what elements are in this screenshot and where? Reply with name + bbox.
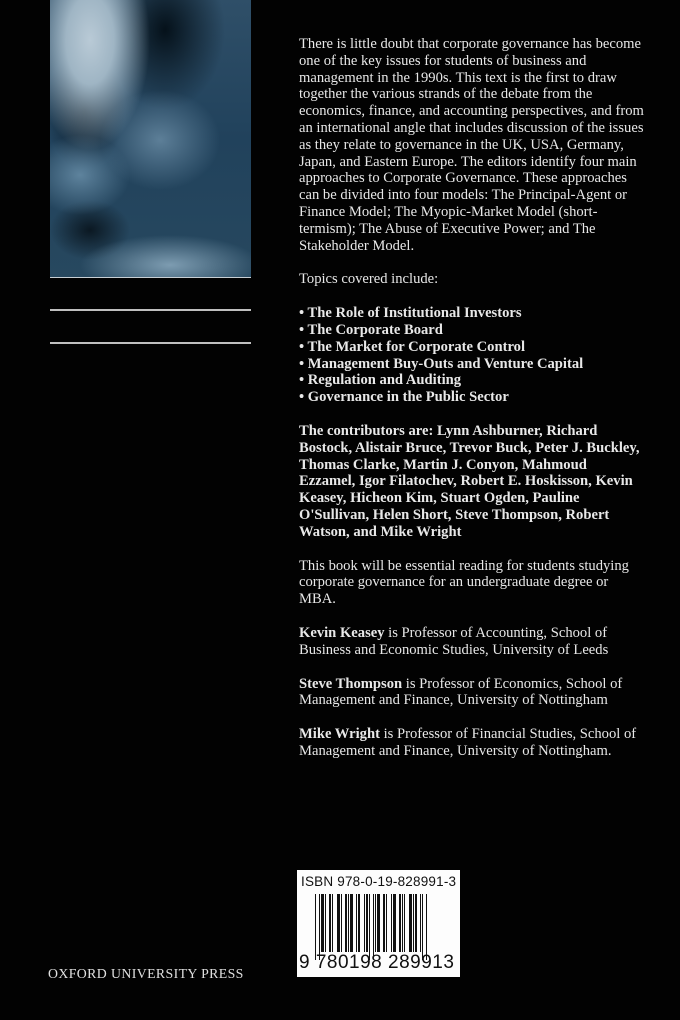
- editor-name: Mike Wright: [299, 726, 380, 743]
- editor-name: Steve Thompson: [299, 675, 403, 692]
- editor-bio: [299, 676, 644, 710]
- topic-item: • Management Buy-Outs and Venture Capital: [299, 356, 644, 373]
- isbn-label: ISBN 978-0-19-828991-3: [301, 874, 457, 889]
- topic-item: • Regulation and Auditing: [299, 372, 644, 389]
- editor-description: is Professor of Financial Studies, School of Management and Finance, University of Nottingham.: [299, 726, 637, 759]
- contributors-list: The contributors are: Lynn Ashburner, Richard Bostock, Alistair Bruce, Trevor Buck, Peter J. Buckley, Thomas Clarke, Martin J. Conyon, Mahmoud Ezzamel, Igor Filatochev, Robert E. Hoskisson, Kevin Keasey, Hicheon Kim, Stuart Ogden, Pauline O'Sullivan, Helen Short, Steve Thompson, Robert Watson, and Mike Wright: [299, 422, 640, 540]
- topic-item: • The Corporate Board: [299, 322, 644, 339]
- editor-bio: [299, 625, 644, 659]
- cover-photo: [50, 0, 251, 278]
- editor-bio: [299, 726, 644, 760]
- blurb-intro: There is little doubt that corporate governance has become one of the key issues for students of business and management in the 1990s. This text is the first to draw together the various strands of the debate from the economics, finance, and accounting perspectives, and from an international angle that includes discussion of the issues as they relate to governance in the UK, USA, Germany, Japan, and Eastern Europe. The editors identify four main approaches to Corporate Governance. These approaches can be divided into four models: The Principal-Agent or Finance Model; The Myopic-Market Model (short-termism); The Abuse of Executive Power; and The Stakeholder Model.: [299, 36, 644, 254]
- barcode-digits: 9 780198 289913: [299, 952, 455, 973]
- barcode-bars-icon: [315, 894, 457, 960]
- topic-item: • The Market for Corporate Control: [299, 339, 644, 356]
- audience-statement: This book will be essential reading for students studying corporate governance for an undergraduate degree or MBA.: [299, 557, 629, 608]
- editor-description: is Professor of Accounting, School of Business and Economic Studies, University of Leeds: [299, 624, 609, 658]
- topic-item: • Governance in the Public Sector: [299, 389, 644, 406]
- topics-heading: Topics covered include:: [299, 271, 439, 288]
- divider-line: [50, 342, 251, 344]
- isbn-barcode: [297, 870, 460, 977]
- editor-description: is Professor of Economics, School of Management and Finance, University of Nottingham: [299, 675, 623, 709]
- publisher-name: OXFORD UNIVERSITY PRESS: [48, 966, 244, 981]
- back-cover-text: [299, 36, 644, 777]
- topic-item: • The Role of Institutional Investors: [299, 305, 644, 322]
- editor-name: Kevin Keasey: [299, 624, 385, 641]
- topics-list: [299, 305, 644, 406]
- divider-line: [50, 309, 251, 311]
